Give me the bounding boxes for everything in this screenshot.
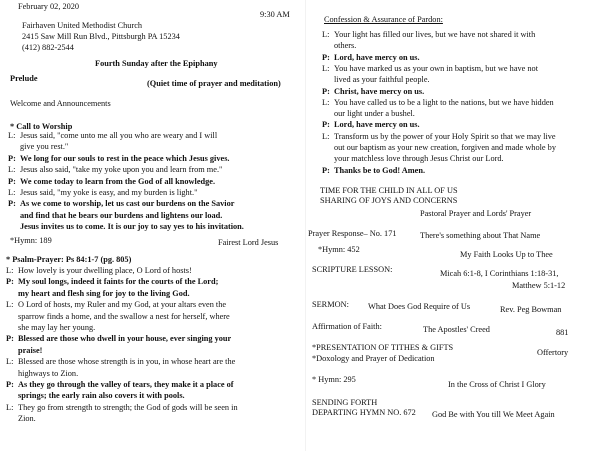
speaker-marker: L: bbox=[6, 357, 14, 367]
litany-text: Jesus said, "my yoke is easy, and my burden is light." bbox=[20, 188, 198, 197]
litany-text: lived as your faithful people. bbox=[334, 75, 430, 85]
speaker-marker: L: bbox=[6, 266, 14, 275]
litany-text: You have marked us as your own in baptism, but we have not bbox=[334, 63, 539, 73]
speaker-marker: L: bbox=[322, 63, 330, 73]
service-date: February 02, 2020 bbox=[18, 2, 80, 11]
speaker-marker: P: bbox=[322, 165, 330, 175]
speaker-marker: P: bbox=[8, 153, 16, 163]
speaker-marker: P: bbox=[6, 277, 14, 287]
litany-text: springs; the early rain also covers it with pools. bbox=[18, 391, 185, 401]
litany-text: Lord, have mercy on us. bbox=[334, 52, 420, 62]
psalm-prayer-line bbox=[6, 346, 42, 356]
litany-text: and find that he bears our burdens and lightens our load. bbox=[20, 210, 223, 220]
psalm-prayer-line bbox=[6, 369, 78, 379]
litany-text: O Lord of hosts, my Ruler and my God, at your altars even the bbox=[18, 300, 227, 310]
scripture-reference-1: Micah 6:1-8, I Corinthians 1:18-31, bbox=[440, 269, 559, 278]
tithes-and-gifts: *PRESENTATION OF TITHES & GIFTS bbox=[312, 343, 454, 352]
pastoral-prayer: Pastoral Prayer and Lords' Prayer bbox=[420, 209, 532, 218]
sermon-label: SERMON: bbox=[312, 300, 349, 309]
litany-text: she may lay her young. bbox=[18, 323, 96, 332]
litany-text: Transform us by the power of your Holy Spirit so that we may live bbox=[334, 131, 556, 141]
hymn-1-title: Fairest Lord Jesus bbox=[218, 238, 279, 247]
prelude-note: (Quiet time of prayer and meditation) bbox=[147, 79, 281, 88]
hymn-3-label: * Hymn: 295 bbox=[312, 375, 356, 384]
litany-text: your matchless love through Jesus Christ our Lord. bbox=[334, 154, 504, 164]
speaker-marker: L: bbox=[6, 300, 14, 310]
sermon-preacher: Rev. Peg Bowman bbox=[500, 305, 562, 314]
confession-line bbox=[322, 64, 538, 74]
litany-text: How lovely is your dwelling place, O Lord of hosts! bbox=[18, 266, 192, 275]
call-to-worship-heading: * Call to Worship bbox=[10, 122, 73, 131]
speaker-marker: P: bbox=[8, 199, 16, 209]
litany-text: You have called us to be a light to the nations, but we have hidden bbox=[334, 97, 554, 107]
litany-text: Jesus invites us to come. It is our joy to say yes to his invitation. bbox=[20, 222, 244, 232]
children-time: TIME FOR THE CHILD IN ALL OF US bbox=[320, 186, 458, 195]
call-to-worship-line bbox=[8, 142, 68, 152]
prayer-response-label: Prayer Response– No. 171 bbox=[308, 229, 397, 238]
speaker-marker: L: bbox=[6, 402, 14, 412]
psalm-prayer-line bbox=[6, 300, 226, 310]
confession-line bbox=[322, 53, 420, 63]
welcome-announcements: Welcome and Announcements bbox=[10, 99, 111, 108]
litany-text: Lord, have mercy on us. bbox=[334, 120, 420, 130]
confession-heading: Confession & Assurance of Pardon: bbox=[324, 15, 443, 24]
confession-line bbox=[322, 132, 556, 142]
litany-text: Jesus said, "come unto me all you who are weary and I will bbox=[20, 131, 218, 140]
speaker-marker: L: bbox=[322, 131, 330, 141]
church-name: Fairhaven United Methodist Church bbox=[22, 21, 143, 30]
departing-hymn-label: DEPARTING HYMN NO. 672 bbox=[312, 408, 416, 417]
psalm-prayer-line bbox=[6, 403, 238, 413]
prelude-label: Prelude bbox=[10, 74, 38, 83]
call-to-worship-line bbox=[8, 188, 197, 198]
speaker-marker: P: bbox=[6, 380, 14, 389]
litany-text: sparrow finds a home, and the swallow a nest for herself, where bbox=[18, 311, 230, 321]
speaker-marker: P: bbox=[8, 176, 16, 186]
call-to-worship-line bbox=[8, 154, 230, 164]
call-to-worship-line bbox=[8, 199, 234, 209]
affirmation-label: Affirmation of Faith: bbox=[312, 322, 382, 331]
joys-and-concerns: SHARING OF JOYS AND CONCERNS bbox=[320, 196, 458, 205]
sunday-title: Fourth Sunday after the Epiphany bbox=[95, 59, 218, 68]
litany-text: Jesus also said, "take my yoke upon you and learn from me." bbox=[20, 165, 223, 175]
scripture-lesson-label: SCRIPTURE LESSON: bbox=[312, 265, 393, 274]
litany-text: As they go through the valley of tears, they make it a place of bbox=[18, 380, 234, 389]
speaker-marker: P: bbox=[322, 120, 330, 130]
departing-hymn-title: God Be with You till We Meet Again bbox=[432, 410, 555, 419]
affirmation-title: The Apostles' Creed bbox=[423, 325, 490, 334]
psalm-prayer-line bbox=[6, 391, 185, 401]
call-to-worship-line bbox=[8, 211, 222, 221]
psalm-prayer-line bbox=[6, 414, 36, 424]
litany-text: As we come to worship, let us cast our burdens on the Savior bbox=[20, 199, 235, 209]
litany-text: highways to Zion. bbox=[18, 368, 79, 378]
speaker-marker: P: bbox=[322, 52, 330, 62]
hymn-2-label: *Hymn: 452 bbox=[318, 245, 360, 254]
litany-text: Christ, have mercy on us. bbox=[334, 86, 425, 96]
church-address: 2415 Saw Mill Run Blvd., Pittsburgh PA 15234 bbox=[22, 32, 180, 41]
confession-line bbox=[322, 166, 425, 176]
doxology: *Doxology and Prayer of Dedication bbox=[312, 354, 435, 363]
litany-text: Blessed are those whose strength is in you, in whose heart are the bbox=[18, 357, 236, 367]
page-fold-divider bbox=[305, 0, 306, 451]
scripture-reference-2: Matthew 5:1-12 bbox=[512, 281, 566, 290]
psalm-prayer-line bbox=[6, 380, 234, 390]
call-to-worship-line bbox=[8, 177, 215, 187]
speaker-marker: P: bbox=[6, 334, 14, 344]
speaker-marker: L: bbox=[322, 30, 330, 39]
speaker-marker: L: bbox=[8, 131, 16, 140]
psalm-prayer-line bbox=[6, 277, 218, 287]
litany-text: others. bbox=[334, 41, 357, 51]
litany-text: out our baptism as your new creation, forgiven and made whole by bbox=[334, 143, 556, 152]
speaker-marker: L: bbox=[8, 188, 16, 197]
psalm-prayer-line bbox=[6, 266, 192, 276]
confession-line bbox=[322, 30, 535, 40]
affirmation-number: 881 bbox=[556, 328, 569, 337]
psalm-prayer-line bbox=[6, 334, 231, 344]
confession-line bbox=[322, 154, 504, 164]
litany-text: My soul longs, indeed it faints for the courts of the Lord; bbox=[18, 277, 219, 287]
sermon-title: What Does God Require of Us bbox=[368, 302, 471, 311]
litany-text: Thanks be to God! Amen. bbox=[334, 165, 426, 175]
confession-line bbox=[322, 87, 424, 97]
hymn-3-title: In the Cross of Christ I Glory bbox=[448, 380, 546, 389]
service-time: 9:30 AM bbox=[260, 10, 290, 19]
litany-text: my heart and flesh sing for joy to the living God. bbox=[18, 288, 190, 298]
speaker-marker: L: bbox=[322, 97, 330, 107]
hymn-1-label: *Hymn: 189 bbox=[10, 236, 52, 245]
confession-line bbox=[322, 120, 420, 130]
call-to-worship-line bbox=[8, 165, 222, 175]
psalm-prayer-line bbox=[6, 323, 95, 333]
prayer-response-title: There's something about That Name bbox=[420, 231, 541, 240]
psalm-prayer-line bbox=[6, 289, 190, 299]
psalm-prayer-line bbox=[6, 357, 235, 367]
litany-text: our light under a bushel. bbox=[334, 109, 415, 119]
confession-line bbox=[322, 143, 556, 153]
litany-text: praise! bbox=[18, 345, 43, 355]
litany-text: They go from strength to strength; the God of gods will be seen in bbox=[18, 402, 238, 412]
confession-line bbox=[322, 98, 554, 108]
call-to-worship-line bbox=[8, 131, 217, 141]
sending-forth: SENDING FORTH bbox=[312, 398, 378, 407]
hymn-2-title: My Faith Looks Up to Thee bbox=[460, 250, 553, 259]
litany-text: We long for our souls to rest in the peace which Jesus gives. bbox=[20, 153, 230, 163]
speaker-marker: P: bbox=[322, 86, 330, 96]
psalm-prayer-heading: * Psalm-Prayer: Ps 84:1-7 (pg. 805) bbox=[6, 255, 132, 264]
speaker-marker: L: bbox=[8, 165, 16, 175]
church-phone: (412) 882-2544 bbox=[22, 43, 74, 52]
litany-text: give you rest." bbox=[20, 142, 69, 152]
offertory: Offertory bbox=[537, 348, 569, 357]
litany-text: Your light has filled our lives, but we have not shared it with bbox=[334, 30, 536, 39]
call-to-worship-line bbox=[8, 222, 244, 232]
litany-text: Zion. bbox=[18, 414, 36, 424]
psalm-prayer-line bbox=[6, 312, 230, 322]
litany-text: We come today to learn from the God of all knowledge. bbox=[20, 176, 216, 186]
litany-text: Blessed are those who dwell in your house, ever singing your bbox=[18, 334, 232, 344]
confession-line bbox=[322, 75, 430, 85]
confession-line bbox=[322, 41, 356, 51]
confession-line bbox=[322, 109, 415, 119]
